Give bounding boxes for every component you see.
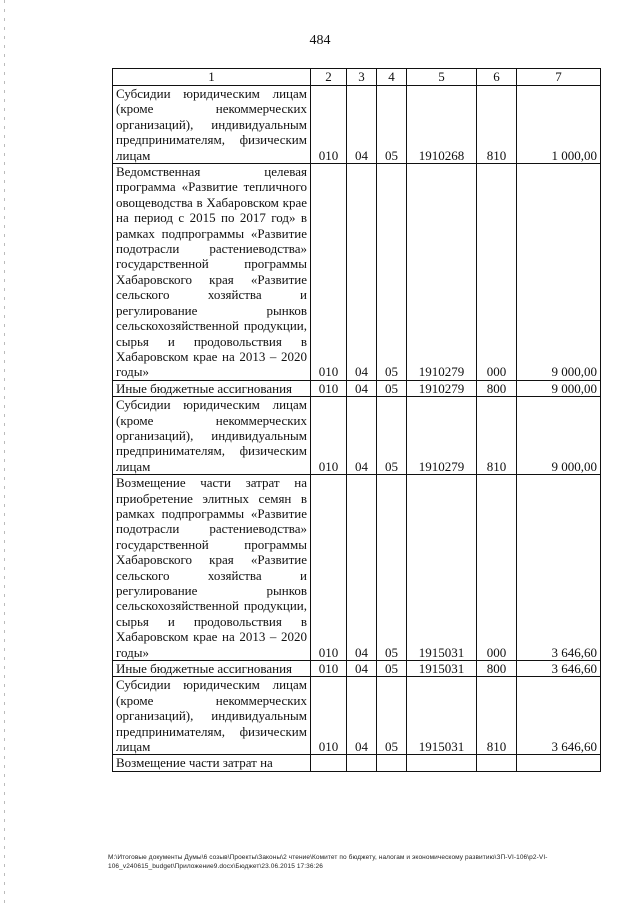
col-header-2: 2 (311, 69, 347, 86)
row-section: 04 (347, 86, 377, 164)
row-amount: 3 646,60 (517, 475, 601, 661)
row-expense-type: 810 (477, 397, 517, 475)
row-subsection: 05 (377, 164, 407, 381)
row-ministry-code: 010 (311, 397, 347, 475)
table-row (113, 164, 601, 381)
row-name: Субсидии юридическим лицам (кроме некоммерческих организаций), индивидуальным предпринимателям, физическим лицам (113, 677, 311, 755)
row-amount: 9 000,00 (517, 397, 601, 475)
row-subsection: 05 (377, 380, 407, 396)
row-name: Иные бюджетные ассигнования (113, 661, 311, 677)
row-target-article: 1910279 (407, 380, 477, 396)
row-expense-type: 000 (477, 475, 517, 661)
row-ministry-code: 010 (311, 475, 347, 661)
row-target-article: 1915031 (407, 677, 477, 755)
table-row (113, 380, 601, 396)
row-name: Субсидии юридическим лицам (кроме некоммерческих организаций), индивидуальным предпринимателям, физическим лицам (113, 86, 311, 164)
row-target-article (407, 755, 477, 771)
row-section: 04 (347, 677, 377, 755)
col-header-3: 3 (347, 69, 377, 86)
row-section: 04 (347, 397, 377, 475)
row-ministry-code: 010 (311, 86, 347, 164)
budget-table (112, 68, 601, 772)
col-header-7: 7 (517, 69, 601, 86)
row-amount (517, 755, 601, 771)
row-subsection (377, 755, 407, 771)
row-expense-type: 800 (477, 661, 517, 677)
col-header-5: 5 (407, 69, 477, 86)
row-subsection: 05 (377, 397, 407, 475)
table-header-row (113, 69, 601, 86)
row-ministry-code: 010 (311, 661, 347, 677)
row-section: 04 (347, 661, 377, 677)
col-header-4: 4 (377, 69, 407, 86)
row-expense-type: 800 (477, 380, 517, 396)
row-expense-type: 810 (477, 86, 517, 164)
document-file-path: М:\Итоговые документы Думы\6 созыв\Проекты\Законы\2 чтение\Комитет по бюджету, налогам и экономическому развитию\ЗП-VI-106\р2-VI-106_v240615_budget\Приложение9.docx\Бюджет\23.06.2015 17:36:26 (108, 854, 548, 870)
row-name: Возмещение части затрат на (113, 755, 311, 771)
row-amount: 9 000,00 (517, 164, 601, 381)
page-number: 484 (309, 33, 331, 48)
row-target-article: 1915031 (407, 661, 477, 677)
row-ministry-code (311, 755, 347, 771)
row-section (347, 755, 377, 771)
scan-margin-edge (4, 0, 5, 905)
row-amount: 9 000,00 (517, 380, 601, 396)
table-row (113, 677, 601, 755)
row-amount: 3 646,60 (517, 661, 601, 677)
table-row (113, 397, 601, 475)
row-target-article: 1910279 (407, 397, 477, 475)
row-subsection: 05 (377, 677, 407, 755)
row-name: Субсидии юридическим лицам (кроме некоммерческих организаций), индивидуальным предпринимателям, физическим лицам (113, 397, 311, 475)
row-ministry-code: 010 (311, 677, 347, 755)
row-section: 04 (347, 380, 377, 396)
row-name: Возмещение части затрат на приобретение элитных семян в рамках подпрограммы «Развитие подотрасли растениеводства» государственной программы Хабаровского края «Развитие сельского хозяйства и регулирование рынков сельскохозяйственной продукции, сырья и продовольствия в Хабаровском крае на 2013 – 2020 годы» (113, 475, 311, 661)
row-target-article: 1915031 (407, 475, 477, 661)
table-row (113, 475, 601, 661)
row-ministry-code: 010 (311, 380, 347, 396)
row-expense-type: 810 (477, 677, 517, 755)
col-header-1: 1 (113, 69, 311, 86)
row-name: Иные бюджетные ассигнования (113, 380, 311, 396)
row-target-article: 1910279 (407, 164, 477, 381)
row-ministry-code: 010 (311, 164, 347, 381)
row-target-article: 1910268 (407, 86, 477, 164)
table-row (113, 86, 601, 164)
col-header-6: 6 (477, 69, 517, 86)
row-section: 04 (347, 475, 377, 661)
row-subsection: 05 (377, 475, 407, 661)
row-section: 04 (347, 164, 377, 381)
row-name: Ведомственная целевая программа «Развитие тепличного овощеводства в Хабаровском крае на период с 2015 по 2017 год» в рамках подпрограммы «Развитие подотрасли растениеводства» государственной программы Хабаровского края «Развитие сельского хозяйства и регулирование рынков сельскохозяйственной продукции, сырья и продовольствия в Хабаровском крае на 2013 – 2020 годы» (113, 164, 311, 381)
row-expense-type: 000 (477, 164, 517, 381)
row-amount: 3 646,60 (517, 677, 601, 755)
row-amount: 1 000,00 (517, 86, 601, 164)
table-row (113, 755, 601, 771)
row-expense-type (477, 755, 517, 771)
table-row (113, 661, 601, 677)
row-subsection: 05 (377, 661, 407, 677)
row-subsection: 05 (377, 86, 407, 164)
